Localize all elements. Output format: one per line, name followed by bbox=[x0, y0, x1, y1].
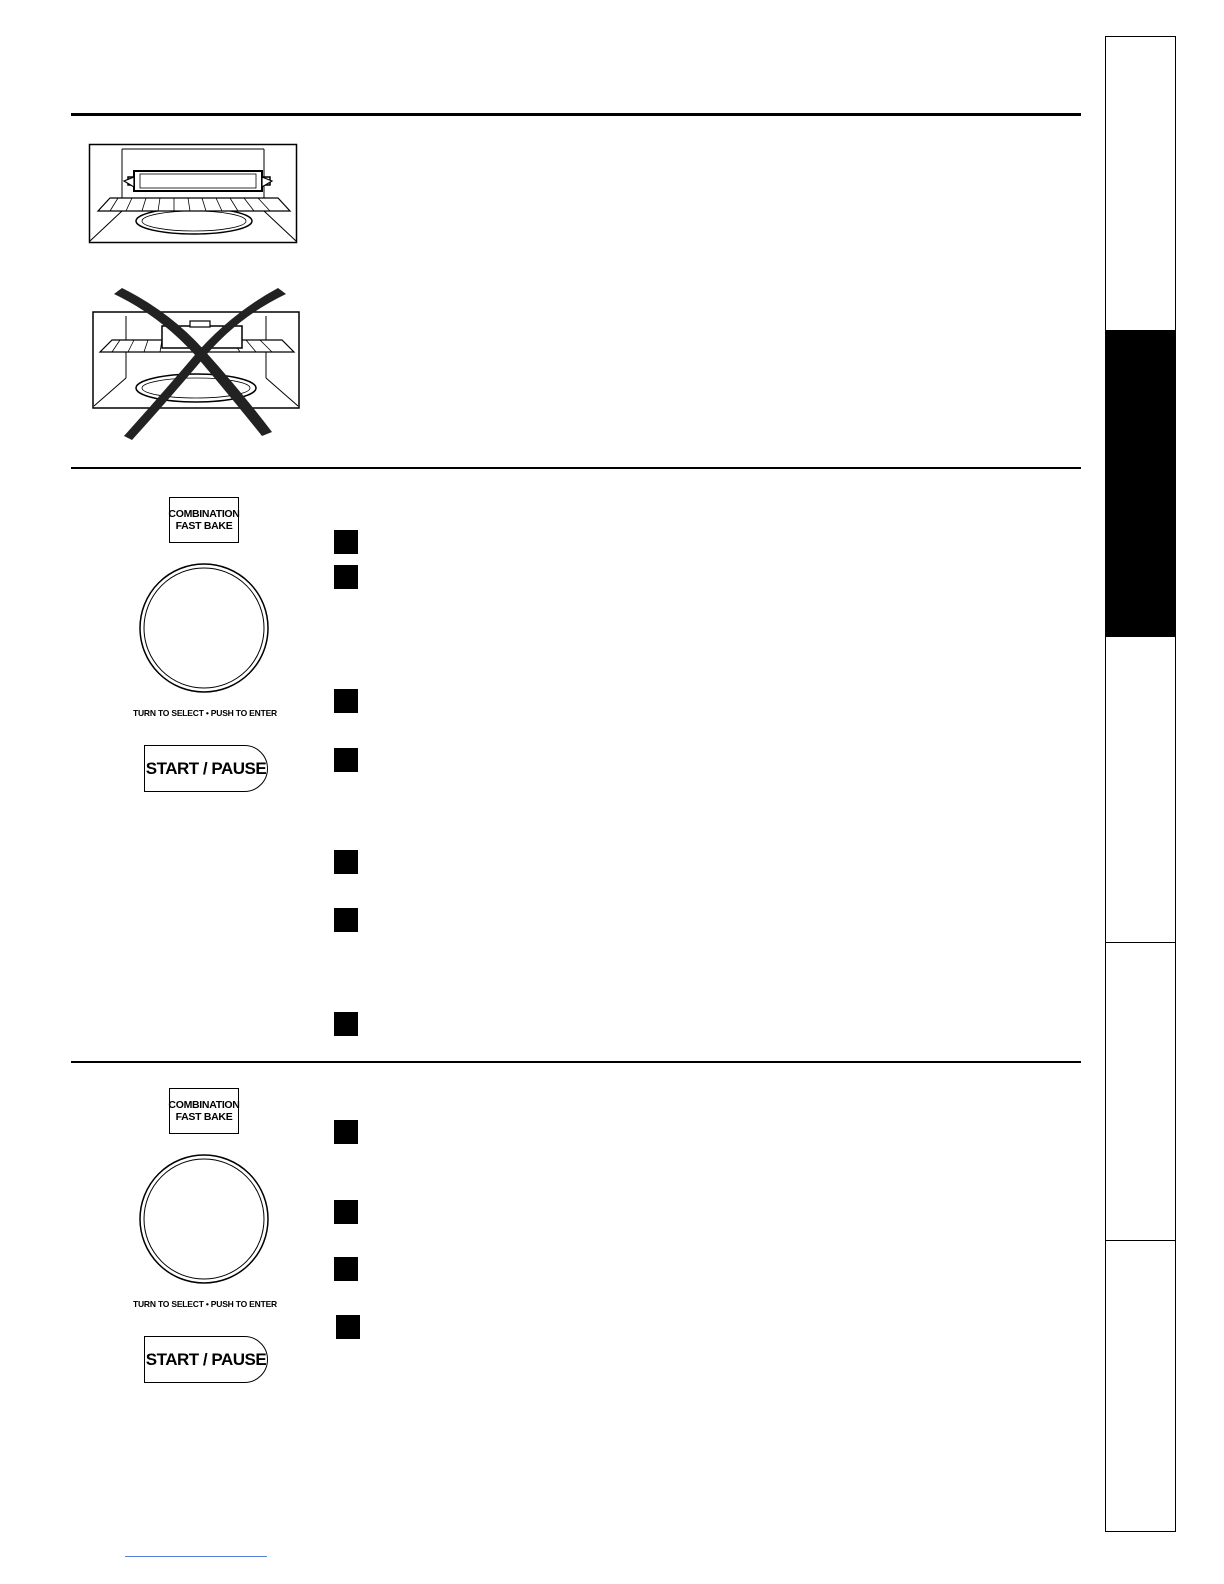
section-divider bbox=[71, 467, 1081, 469]
start-pause-button[interactable]: START / PAUSE bbox=[144, 1336, 268, 1383]
step-marker bbox=[334, 1120, 358, 1144]
side-tab[interactable] bbox=[1106, 37, 1175, 331]
top-rule bbox=[71, 113, 1081, 116]
combination-fast-bake-button[interactable]: COMBINATION FAST BAKE bbox=[169, 497, 239, 543]
step-marker bbox=[334, 908, 358, 932]
step-marker bbox=[334, 530, 358, 554]
dial-caption: TURN TO SELECT • PUSH TO ENTER bbox=[132, 1299, 277, 1309]
dial-caption: TURN TO SELECT • PUSH TO ENTER bbox=[132, 708, 277, 718]
side-tab-active[interactable] bbox=[1106, 331, 1175, 637]
side-tab[interactable] bbox=[1106, 1241, 1175, 1531]
rack-correct-illustration bbox=[88, 143, 298, 245]
side-tab[interactable] bbox=[1106, 637, 1175, 943]
side-tab[interactable] bbox=[1106, 943, 1175, 1241]
step-marker bbox=[334, 1012, 358, 1036]
start-pause-button[interactable]: START / PAUSE bbox=[144, 745, 268, 792]
step-marker bbox=[334, 689, 358, 713]
selector-dial[interactable] bbox=[138, 1153, 270, 1285]
rack-incorrect-illustration bbox=[90, 286, 302, 442]
side-section-tabs bbox=[1105, 36, 1176, 1532]
selector-dial[interactable] bbox=[138, 562, 270, 694]
step-marker bbox=[336, 1315, 360, 1339]
section-divider bbox=[71, 1061, 1081, 1063]
step-marker bbox=[334, 565, 358, 589]
step-marker bbox=[334, 1257, 358, 1281]
step-marker bbox=[334, 1200, 358, 1224]
combination-fast-bake-button[interactable]: COMBINATION FAST BAKE bbox=[169, 1088, 239, 1134]
step-marker bbox=[334, 850, 358, 874]
footer-link[interactable] bbox=[125, 1556, 267, 1557]
step-marker bbox=[334, 748, 358, 772]
